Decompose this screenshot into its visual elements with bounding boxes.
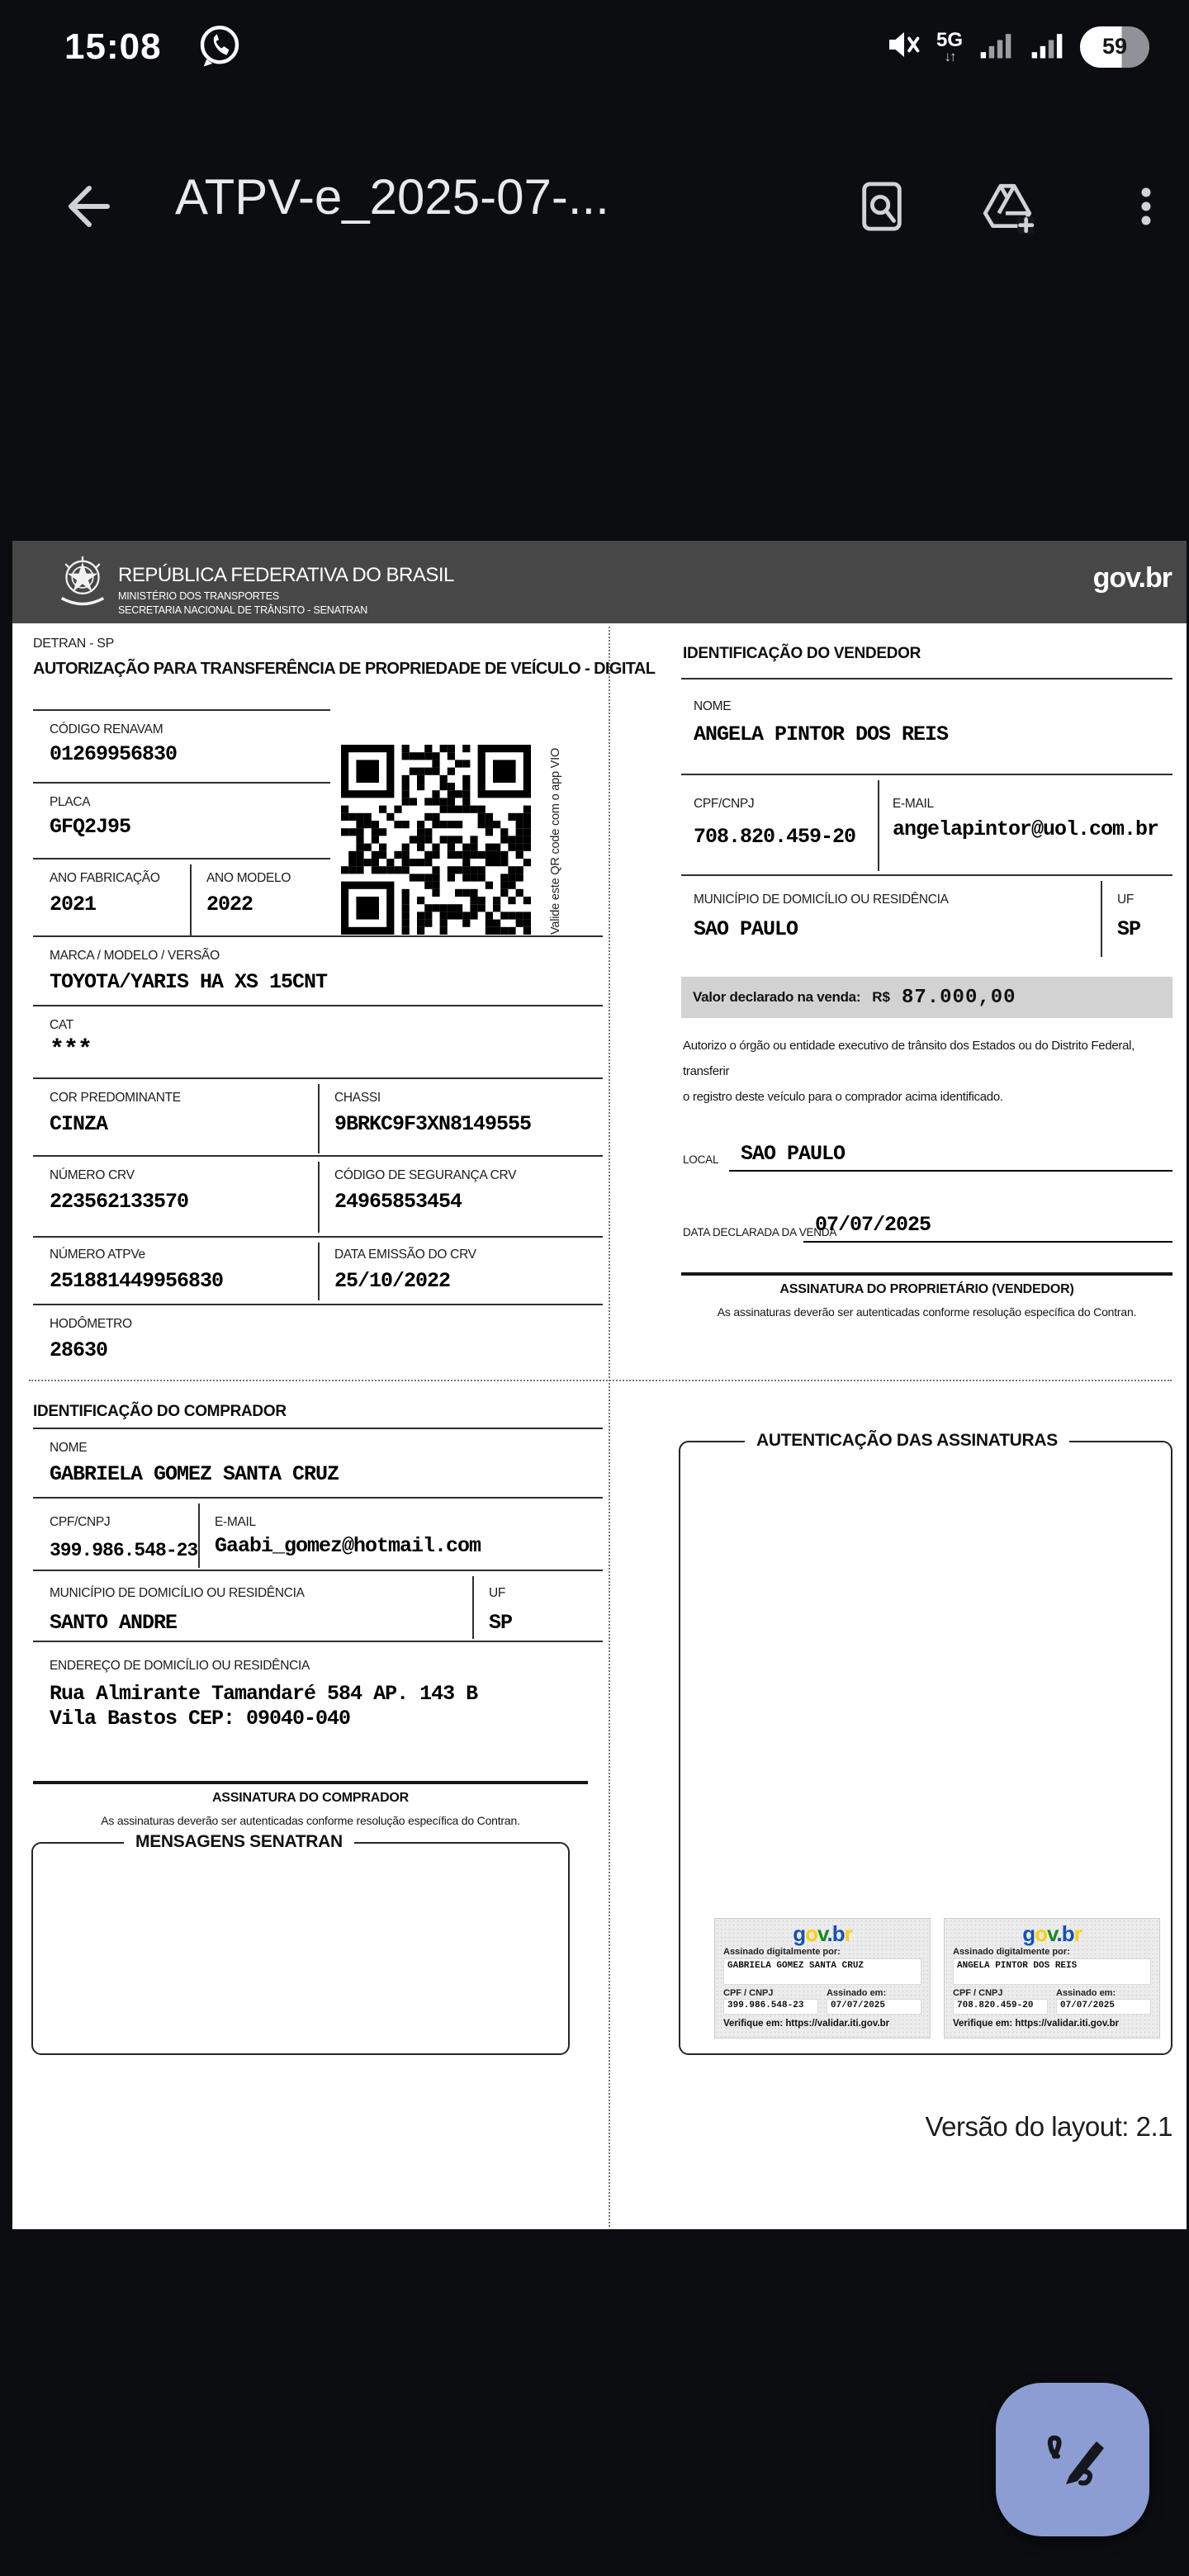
stamp-signer-name: GABRIELA GOMEZ SANTA CRUZ bbox=[723, 1958, 921, 1985]
vendedor-municipio-label: MUNICÍPIO DE DOMICÍLIO OU RESIDÊNCIA bbox=[694, 893, 949, 907]
mensagens-senatran-title: MENSAGENS SENATRAN bbox=[124, 1832, 354, 1852]
stamp-date-label: Assinado em: bbox=[827, 1987, 887, 1998]
hodometro-value: 28630 bbox=[50, 1338, 108, 1362]
comprador-uf-value: SP bbox=[489, 1611, 513, 1635]
vendedor-municipio-value: SAO PAULO bbox=[694, 917, 798, 941]
annotate-signature-fab[interactable] bbox=[996, 2383, 1149, 2536]
comprador-nome-value: GABRIELA GOMEZ SANTA CRUZ bbox=[50, 1462, 339, 1486]
stamp-date-value: 07/07/2025 bbox=[827, 1999, 921, 2015]
column-divider bbox=[609, 627, 610, 2227]
issuing-organ: DETRAN - SP bbox=[33, 637, 115, 651]
qr-caption: Valide este QR code com o app VIO bbox=[549, 747, 562, 935]
numero-atpve-label: NÚMERO ATPVe bbox=[50, 1248, 145, 1262]
mute-icon bbox=[882, 25, 921, 69]
stamp-cpf-label: CPF / CNPJ bbox=[723, 1987, 774, 1998]
comprador-nome-label: NOME bbox=[50, 1441, 88, 1455]
valor-currency: R$ bbox=[872, 989, 890, 1005]
chassi-label: CHASSI bbox=[334, 1091, 381, 1105]
valor-label: Valor declarado na venda: bbox=[693, 989, 861, 1005]
overflow-menu-button[interactable] bbox=[1116, 177, 1176, 236]
data-emissao-label: DATA EMISSÃO DO CRV bbox=[334, 1248, 476, 1262]
document-header-band bbox=[12, 541, 1187, 623]
autorizacao-paragraph: Autorizo o órgão ou entidade executivo de trânsito dos Estados ou do Distrito Federal, transferir o registro deste veículo para o comprador acima identificado. bbox=[683, 1039, 1135, 1104]
codigo-seguranca-label: CÓDIGO DE SEGURANÇA CRV bbox=[334, 1168, 517, 1182]
header-republic: REPÚBLICA FEDERATIVA DO BRASIL bbox=[118, 564, 454, 586]
ano-modelo-value: 2022 bbox=[206, 893, 253, 916]
comprador-assinatura-note: As assinaturas deverão ser autenticadas conforme resolução específica do Contran. bbox=[101, 1814, 520, 1827]
cor-label: COR PREDOMINANTE bbox=[50, 1091, 181, 1105]
local-label: LOCAL bbox=[683, 1153, 719, 1166]
whatsapp-notification-icon bbox=[197, 23, 243, 73]
govbr-stamp-logo: gov.br bbox=[793, 1921, 852, 1946]
stamp-verify-url: Verifique em: https://validar.iti.gov.br bbox=[953, 2018, 1120, 2029]
section-divider bbox=[29, 1380, 1172, 1381]
numero-crv-value: 223562133570 bbox=[50, 1190, 189, 1214]
cor-value: CINZA bbox=[50, 1112, 108, 1136]
vendedor-assinatura-title: ASSINATURA DO PROPRIETÁRIO (VENDEDOR) bbox=[779, 1282, 1074, 1296]
data-emissao-value: 25/10/2022 bbox=[334, 1269, 451, 1293]
ano-fabricacao-value: 2021 bbox=[50, 893, 97, 916]
mensagens-senatran-box bbox=[31, 1832, 570, 2055]
brasil-coat-of-arms bbox=[52, 551, 113, 618]
data-venda-value: 07/07/2025 bbox=[815, 1213, 931, 1237]
placa-value: GFQ2J95 bbox=[50, 815, 131, 839]
numero-crv-label: NÚMERO CRV bbox=[50, 1168, 135, 1182]
chassi-value: 9BRKC9F3XN8149555 bbox=[334, 1112, 532, 1136]
govbr-logo-header: gov.br bbox=[1092, 562, 1172, 594]
signature-stamp-vendedor bbox=[944, 1918, 1160, 2039]
autenticacao-title: AUTENTICAÇÃO DAS ASSINATURAS bbox=[745, 1431, 1069, 1451]
vendedor-cpf-label: CPF/CNPJ bbox=[694, 797, 755, 811]
cat-label: CAT bbox=[50, 1018, 73, 1032]
signal-bars-icon-sim1 bbox=[978, 26, 1014, 67]
stamp-signed-label: Assinado digitalmente por: bbox=[723, 1946, 841, 1957]
document-main-title: AUTORIZAÇÃO PARA TRANSFERÊNCIA DE PROPRIEDADE DE VEÍCULO - DIGITAL bbox=[33, 660, 656, 678]
signature-stamp-comprador bbox=[714, 1918, 931, 2039]
codigo-seguranca-value: 24965853454 bbox=[334, 1190, 462, 1214]
battery-indicator: 59 bbox=[1080, 26, 1149, 68]
hodometro-label: HODÔMETRO bbox=[50, 1317, 132, 1331]
numero-atpve-value: 251881449956830 bbox=[50, 1269, 224, 1293]
comprador-assinatura-title: ASSINATURA DO COMPRADOR bbox=[211, 1791, 410, 1805]
add-to-drive-button[interactable] bbox=[978, 177, 1037, 236]
pdf-page[interactable] bbox=[12, 541, 1187, 2229]
valor-value: 87.000,00 bbox=[901, 986, 1016, 1009]
layout-version: Versão do layout: 2.1 bbox=[925, 2111, 1172, 2142]
header-ministry: MINISTÉRIO DOS TRANSPORTES bbox=[118, 590, 280, 602]
stamp-signed-label: Assinado digitalmente por: bbox=[953, 1946, 1070, 1957]
comprador-cpf-label: CPF/CNPJ bbox=[50, 1515, 111, 1529]
placa-label: PLACA bbox=[50, 795, 91, 809]
comprador-uf-label: UF bbox=[489, 1586, 506, 1600]
ano-modelo-label: ANO MODELO bbox=[206, 871, 291, 885]
document-title: ATPV-e_2025-07-... bbox=[175, 169, 609, 225]
vendedor-assinatura-note: As assinaturas deverão ser autenticadas conforme resolução específica do Contran. bbox=[717, 1305, 1137, 1319]
local-value: SAO PAULO bbox=[741, 1142, 846, 1166]
renavam-value: 01269956830 bbox=[50, 742, 178, 766]
stamp-signer-name: ANGELA PINTOR DOS REIS bbox=[953, 1958, 1151, 1985]
stamp-cpf-value: 399.986.548-23 bbox=[723, 1999, 818, 2015]
comprador-cpf-value: 399.986.548-23 bbox=[50, 1540, 198, 1561]
status-bar bbox=[0, 20, 1189, 78]
vendedor-nome-label: NOME bbox=[694, 699, 732, 713]
back-button[interactable] bbox=[58, 178, 116, 236]
data-venda-label: DATA DECLARADA DA VENDA bbox=[683, 1226, 837, 1238]
govbr-stamp-logo: gov.br bbox=[1022, 1921, 1082, 1946]
qr-code bbox=[341, 745, 531, 935]
vendedor-uf-label: UF bbox=[1117, 893, 1135, 907]
clock: 15:08 bbox=[64, 26, 162, 67]
comprador-section-title: IDENTIFICAÇÃO DO COMPRADOR bbox=[33, 1403, 287, 1420]
comprador-endereco-value: Rua Almirante Tamandaré 584 AP. 143 B Vila Bastos CEP: 09040-040 bbox=[50, 1682, 478, 1731]
stamp-verify-url: Verifique em: https://validar.iti.gov.br bbox=[723, 2018, 890, 2029]
signal-bars-icon-sim2 bbox=[1029, 26, 1065, 67]
ano-fabricacao-label: ANO FABRICAÇÃO bbox=[50, 871, 160, 885]
comprador-email-value: Gaabi_gomez@hotmail.com bbox=[215, 1534, 481, 1558]
comprador-municipio-label: MUNICÍPIO DE DOMICÍLIO OU RESIDÊNCIA bbox=[50, 1586, 305, 1600]
app-bar bbox=[0, 154, 1189, 261]
comprador-email-label: E-MAIL bbox=[215, 1515, 256, 1529]
network-type-indicator: 5G ↓↑ bbox=[936, 28, 963, 64]
stamp-cpf-label: CPF / CNPJ bbox=[953, 1987, 1003, 1998]
vendedor-uf-value: SP bbox=[1117, 917, 1141, 941]
marca-label: MARCA / MODELO / VERSÃO bbox=[50, 949, 220, 963]
cat-value: *** bbox=[50, 1036, 92, 1064]
find-in-page-button[interactable] bbox=[852, 177, 912, 236]
marca-value: TOYOTA/YARIS HA XS 15CNT bbox=[50, 970, 328, 994]
vendedor-email-value: angelapintor@uol.com.br bbox=[893, 817, 1159, 841]
stamp-date-label: Assinado em: bbox=[1056, 1987, 1116, 1998]
vendedor-cpf-value: 708.820.459-20 bbox=[694, 825, 856, 849]
vendedor-section-title: IDENTIFICAÇÃO DO VENDEDOR bbox=[683, 645, 921, 662]
vendedor-nome-value: ANGELA PINTOR DOS REIS bbox=[694, 722, 949, 746]
vendedor-email-label: E-MAIL bbox=[893, 797, 934, 811]
renavam-label: CÓDIGO RENAVAM bbox=[50, 722, 163, 736]
header-secretariat: SECRETARIA NACIONAL DE TRÂNSITO - SENATRAN bbox=[118, 604, 368, 616]
comprador-endereco-label: ENDEREÇO DE DOMICÍLIO OU RESIDÊNCIA bbox=[50, 1659, 310, 1673]
valor-declarado-bar bbox=[681, 977, 1172, 1018]
stamp-cpf-value: 708.820.459-20 bbox=[953, 1999, 1048, 2015]
stamp-date-value: 07/07/2025 bbox=[1056, 1999, 1151, 2015]
comprador-municipio-value: SANTO ANDRE bbox=[50, 1611, 178, 1635]
